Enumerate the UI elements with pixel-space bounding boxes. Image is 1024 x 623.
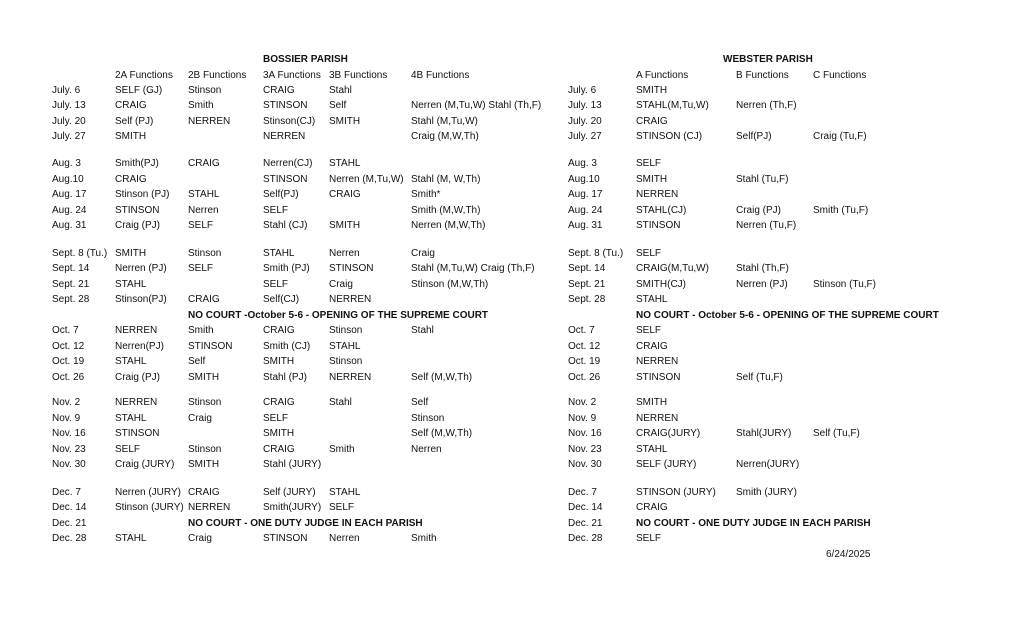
bossier-cell: Stahl (PJ) — [263, 372, 307, 383]
webster-row-date: Oct. 19 — [568, 356, 601, 367]
bossier-cell: Craig (PJ) — [115, 220, 161, 231]
bossier-cell: NERREN — [115, 325, 158, 336]
bossier-cell: Stinson(PJ) — [115, 294, 167, 305]
bossier-cell: Stahl (M,Tu,W) Craig (Th,F) — [411, 263, 535, 274]
bossier-cell: Smith (M,W,Th) — [411, 205, 481, 216]
bossier-cell: SMITH — [115, 248, 147, 259]
webster-cell: Craig (Tu,F) — [813, 131, 867, 142]
webster-cell: Nerren (Tu,F) — [736, 220, 797, 231]
webster-row-date: Aug. 17 — [568, 189, 603, 200]
bossier-cell: CRAIG — [263, 325, 295, 336]
bossier-cell: CRAIG — [115, 100, 147, 111]
bossier-row-date: Aug. 24 — [52, 205, 87, 216]
webster-row-date: July. 27 — [568, 131, 602, 142]
bossier-row-date: Sept. 8 (Tu.) — [52, 248, 108, 259]
bossier-row-date: Aug. 31 — [52, 220, 87, 231]
webster-cell: STAHL — [636, 294, 668, 305]
webster-note-supreme-court: NO COURT - October 5-6 - OPENING OF THE SUPREME COURT — [636, 310, 939, 321]
print-date: 6/24/2025 — [826, 549, 871, 560]
webster-cell: Stahl (Tu,F) — [736, 174, 789, 185]
bossier-cell: Smith — [411, 533, 437, 544]
bossier-cell: Self (JURY) — [263, 487, 316, 498]
webster-row-date: Aug. 3 — [568, 158, 597, 169]
bossier-cell: Smith — [188, 325, 214, 336]
bossier-cell: CRAIG — [263, 85, 295, 96]
webster-cell: Self(PJ) — [736, 131, 772, 142]
webster-row-date: Oct. 26 — [568, 372, 601, 383]
bossier-cell: Smith — [188, 100, 214, 111]
webster-cell: SMITH(CJ) — [636, 279, 686, 290]
bossier-cell: STINSON — [263, 533, 308, 544]
bossier-cell: STINSON — [188, 341, 233, 352]
webster-cell: Stinson (Tu,F) — [813, 279, 876, 290]
webster-row-date: July. 20 — [568, 116, 602, 127]
webster-cell: STAHL(M,Tu,W) — [636, 100, 709, 111]
bossier-cell: STINSON — [263, 174, 308, 185]
bossier-cell: Stinson (PJ) — [115, 189, 170, 200]
webster-row-date: Nov. 30 — [568, 459, 602, 470]
webster-row-date: Nov. 9 — [568, 413, 597, 424]
bossier-cell: SELF — [188, 220, 214, 231]
webster-cell: NERREN — [636, 189, 679, 200]
webster-cell: Smith (Tu,F) — [813, 205, 869, 216]
bossier-cell: STAHL — [115, 413, 147, 424]
bossier-cell: Nerren(CJ) — [263, 158, 313, 169]
bossier-note-supreme-court: NO COURT -October 5-6 - OPENING OF THE SUPREME COURT — [188, 310, 489, 321]
webster-row-date: Oct. 7 — [568, 325, 595, 336]
bossier-cell: SMITH — [263, 356, 295, 367]
bossier-cell: Nerren (PJ) — [115, 263, 167, 274]
bossier-cell: SELF — [115, 444, 141, 455]
bossier-cell: Nerren — [329, 248, 360, 259]
bossier-cell: Stinson — [329, 325, 363, 336]
bossier-column-header: 3B Functions — [329, 70, 388, 81]
bossier-row-date: Oct. 7 — [52, 325, 79, 336]
bossier-row-date: Nov. 9 — [52, 413, 81, 424]
webster-cell: SELF — [636, 533, 662, 544]
bossier-row-date: July. 20 — [52, 116, 86, 127]
bossier-row-date: July. 27 — [52, 131, 86, 142]
webster-cell: CRAIG(M,Tu,W) — [636, 263, 709, 274]
webster-cell: Smith (JURY) — [736, 487, 797, 498]
bossier-title: BOSSIER PARISH — [263, 54, 348, 65]
bossier-column-header: 2A Functions — [115, 70, 173, 81]
bossier-cell: STAHL — [263, 248, 295, 259]
bossier-row-date: Oct. 12 — [52, 341, 85, 352]
bossier-row-date: Nov. 30 — [52, 459, 86, 470]
bossier-cell: Craig — [329, 279, 353, 290]
webster-cell: CRAIG — [636, 116, 668, 127]
bossier-cell: Self (PJ) — [115, 116, 154, 127]
webster-row-date: Dec. 28 — [568, 533, 603, 544]
webster-column-header: B Functions — [736, 70, 789, 81]
bossier-cell: Stinson — [188, 248, 222, 259]
bossier-cell: SELF — [329, 502, 355, 513]
webster-cell: CRAIG — [636, 502, 668, 513]
bossier-cell: STINSON — [115, 205, 160, 216]
webster-row-date: Sept. 21 — [568, 279, 606, 290]
bossier-row-date: Aug. 3 — [52, 158, 81, 169]
webster-row-date: Nov. 2 — [568, 397, 597, 408]
webster-note-duty-judge: NO COURT - ONE DUTY JUDGE IN EACH PARISH — [636, 518, 871, 529]
bossier-cell: STAHL — [329, 158, 361, 169]
webster-cell: Craig (PJ) — [736, 205, 782, 216]
bossier-cell: Stahl — [411, 325, 434, 336]
webster-cell: STINSON (JURY) — [636, 487, 716, 498]
bossier-column-header: 4B Functions — [411, 70, 470, 81]
webster-row-date: July. 13 — [568, 100, 602, 111]
bossier-cell: Stahl (CJ) — [263, 220, 308, 231]
webster-cell: STAHL — [636, 444, 668, 455]
bossier-cell: Smith* — [411, 189, 441, 200]
bossier-cell: STAHL — [188, 189, 220, 200]
bossier-row-date: Nov. 16 — [52, 428, 86, 439]
bossier-cell: Self(CJ) — [263, 294, 300, 305]
bossier-cell: Smith(PJ) — [115, 158, 159, 169]
bossier-cell: Self — [188, 356, 206, 367]
webster-cell: STINSON (CJ) — [636, 131, 703, 142]
bossier-cell: SMITH — [115, 131, 147, 142]
bossier-row-date: Nov. 2 — [52, 397, 81, 408]
webster-cell: Self (Tu,F) — [736, 372, 783, 383]
bossier-row-date: Dec. 7 — [52, 487, 81, 498]
bossier-cell: Nerren (M,W,Th) — [411, 220, 486, 231]
bossier-cell: Self (M,W,Th) — [411, 372, 473, 383]
bossier-cell: STAHL — [115, 279, 147, 290]
bossier-cell: CRAIG — [188, 294, 220, 305]
bossier-column-header: 3A Functions — [263, 70, 321, 81]
webster-cell: Nerren (Th,F) — [736, 100, 797, 111]
webster-row-date: Dec. 7 — [568, 487, 597, 498]
bossier-cell: SELF (GJ) — [115, 85, 163, 96]
bossier-row-date: Aug. 17 — [52, 189, 87, 200]
webster-column-header: A Functions — [636, 70, 689, 81]
bossier-row-date: Aug.10 — [52, 174, 84, 185]
webster-title: WEBSTER PARISH — [723, 54, 813, 65]
bossier-cell: STINSON — [329, 263, 374, 274]
bossier-cell: SMITH — [329, 116, 361, 127]
webster-cell: SELF (JURY) — [636, 459, 697, 470]
bossier-note-duty-judge: NO COURT - ONE DUTY JUDGE IN EACH PARISH — [188, 518, 423, 529]
webster-row-date: Sept. 28 — [568, 294, 606, 305]
bossier-cell: Craig (M,W,Th) — [411, 131, 479, 142]
bossier-cell: Nerren — [329, 533, 360, 544]
bossier-cell: NERREN — [188, 116, 231, 127]
bossier-cell: STAHL — [329, 487, 361, 498]
bossier-cell: Stinson(CJ) — [263, 116, 316, 127]
webster-cell: Self (Tu,F) — [813, 428, 860, 439]
bossier-row-date: Dec. 14 — [52, 502, 87, 513]
webster-cell: NERREN — [636, 413, 679, 424]
bossier-cell: Stahl (M,Tu,W) — [411, 116, 478, 127]
bossier-cell: Nerren (JURY) — [115, 487, 181, 498]
bossier-cell: SMITH — [188, 372, 220, 383]
bossier-row-date: Nov. 23 — [52, 444, 86, 455]
webster-row-date: Oct. 12 — [568, 341, 601, 352]
bossier-cell: SELF — [263, 413, 289, 424]
bossier-row-date: Oct. 26 — [52, 372, 85, 383]
webster-row-date: Nov. 23 — [568, 444, 602, 455]
webster-cell: SMITH — [636, 397, 668, 408]
bossier-cell: SMITH — [263, 428, 295, 439]
bossier-cell: Smith(JURY) — [263, 502, 322, 513]
bossier-cell: CRAIG — [188, 158, 220, 169]
bossier-cell: NERREN — [188, 502, 231, 513]
webster-cell: Nerren(JURY) — [736, 459, 800, 470]
bossier-cell: SMITH — [329, 220, 361, 231]
bossier-row-date: Sept. 21 — [52, 279, 90, 290]
webster-cell: STINSON — [636, 372, 681, 383]
bossier-cell: CRAIG — [263, 397, 295, 408]
bossier-cell: Nerren(PJ) — [115, 341, 164, 352]
bossier-cell: Smith (PJ) — [263, 263, 310, 274]
bossier-cell: NERREN — [329, 294, 372, 305]
bossier-cell: CRAIG — [329, 189, 361, 200]
bossier-row-date: Sept. 14 — [52, 263, 90, 274]
bossier-cell: Stinson — [188, 444, 222, 455]
bossier-cell: Craig (JURY) — [115, 459, 175, 470]
webster-row-date: July. 6 — [568, 85, 597, 96]
webster-cell: NERREN — [636, 356, 679, 367]
webster-row-date: Aug.10 — [568, 174, 600, 185]
webster-row-date: Sept. 8 (Tu.) — [568, 248, 624, 259]
webster-row-date: Sept. 14 — [568, 263, 606, 274]
bossier-cell: Self — [411, 397, 429, 408]
bossier-row-date: Dec. 28 — [52, 533, 87, 544]
webster-cell: STAHL(CJ) — [636, 205, 687, 216]
bossier-cell: SMITH — [188, 459, 220, 470]
bossier-cell: Craig (PJ) — [115, 372, 161, 383]
webster-row-date: Dec. 14 — [568, 502, 603, 513]
bossier-cell: Stinson — [188, 397, 222, 408]
webster-row-date: Aug. 24 — [568, 205, 603, 216]
bossier-cell: SELF — [263, 205, 289, 216]
bossier-cell: Stahl — [329, 85, 352, 96]
bossier-cell: Stahl (JURY) — [263, 459, 322, 470]
bossier-cell: CRAIG — [115, 174, 147, 185]
webster-row-date: Nov. 16 — [568, 428, 602, 439]
bossier-cell: Stinson (M,W,Th) — [411, 279, 489, 290]
webster-row-date: Aug. 31 — [568, 220, 603, 231]
bossier-cell: STINSON — [115, 428, 160, 439]
bossier-cell: CRAIG — [263, 444, 295, 455]
bossier-row-date: Oct. 19 — [52, 356, 85, 367]
bossier-column-header: 2B Functions — [188, 70, 247, 81]
bossier-cell: Self(PJ) — [263, 189, 299, 200]
bossier-cell: Self — [329, 100, 347, 111]
webster-cell: STINSON — [636, 220, 681, 231]
bossier-cell: STAHL — [115, 356, 147, 367]
webster-cell: SELF — [636, 325, 662, 336]
bossier-cell: NERREN — [115, 397, 158, 408]
bossier-cell: Craig — [188, 533, 212, 544]
bossier-cell: Craig — [411, 248, 435, 259]
bossier-cell: Smith — [329, 444, 355, 455]
bossier-row-date: Dec. 21 — [52, 518, 87, 529]
bossier-cell: STAHL — [329, 341, 361, 352]
bossier-cell: Smith (CJ) — [263, 341, 311, 352]
webster-cell: CRAIG — [636, 341, 668, 352]
bossier-cell: Nerren — [188, 205, 219, 216]
webster-cell: SMITH — [636, 174, 668, 185]
bossier-cell: STAHL — [115, 533, 147, 544]
bossier-cell: Stahl — [329, 397, 352, 408]
webster-cell: CRAIG(JURY) — [636, 428, 701, 439]
bossier-cell: SELF — [263, 279, 289, 290]
bossier-row-date: July. 13 — [52, 100, 86, 111]
bossier-row-date: July. 6 — [52, 85, 81, 96]
webster-cell: Stahl (Th,F) — [736, 263, 789, 274]
bossier-cell: Craig — [188, 413, 212, 424]
bossier-cell: CRAIG — [188, 487, 220, 498]
webster-cell: Stahl(JURY) — [736, 428, 792, 439]
bossier-cell: NERREN — [263, 131, 306, 142]
webster-cell: Nerren (PJ) — [736, 279, 788, 290]
bossier-cell: Nerren (M,Tu,W) Stahl (Th,F) — [411, 100, 542, 111]
webster-row-date: Dec. 21 — [568, 518, 603, 529]
bossier-cell: Stinson — [411, 413, 445, 424]
bossier-row-date: Sept. 28 — [52, 294, 90, 305]
bossier-cell: SELF — [188, 263, 214, 274]
bossier-cell: Nerren — [411, 444, 442, 455]
webster-cell: SELF — [636, 248, 662, 259]
bossier-cell: Nerren (M,Tu,W) — [329, 174, 404, 185]
webster-cell: SMITH — [636, 85, 668, 96]
bossier-cell: STINSON — [263, 100, 308, 111]
webster-column-header: C Functions — [813, 70, 867, 81]
bossier-cell: Self (M,W,Th) — [411, 428, 473, 439]
bossier-cell: NERREN — [329, 372, 372, 383]
bossier-cell: Stahl (M, W,Th) — [411, 174, 481, 185]
bossier-cell: Stinson — [329, 356, 363, 367]
webster-cell: SELF — [636, 158, 662, 169]
bossier-cell: Stinson — [188, 85, 222, 96]
bossier-cell: Stinson (JURY) — [115, 502, 184, 513]
